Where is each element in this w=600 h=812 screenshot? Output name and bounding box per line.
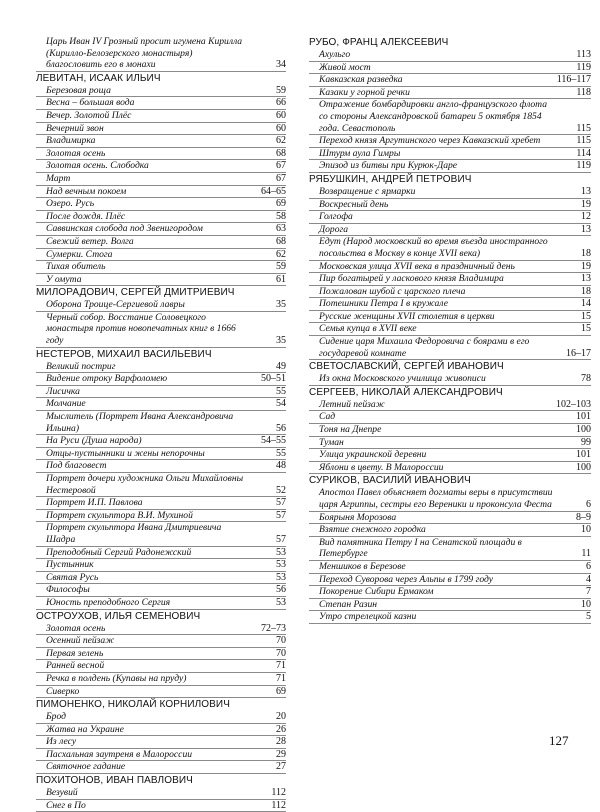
index-entry [36, 724, 286, 737]
page-reference: 13 [581, 223, 591, 235]
page-reference: 54 [276, 398, 286, 410]
index-entry [309, 424, 591, 437]
artwork-title: Сад [319, 411, 336, 423]
artwork-title: Речка в полдень (Купавы на пруду) [46, 672, 187, 684]
artist-heading: СЕРГЕЕВ, НИКОЛАЙ АЛЕКСАНДРОВИЧ [309, 386, 503, 398]
page-reference: 57 [276, 497, 286, 509]
artwork-title: Портрет И.П. Павлова [46, 497, 143, 509]
page-reference: 60 [276, 109, 286, 121]
page-reference: 28 [276, 736, 286, 748]
page-reference: 70 [276, 647, 286, 659]
page-reference: 13 [581, 185, 591, 197]
page-reference: 50–51 [261, 373, 286, 385]
page-reference: 59 [276, 84, 286, 96]
artwork-title: Штурм аула Гимры [319, 147, 401, 159]
artwork-title: Воскресный день [319, 198, 389, 210]
page-reference: 53 [276, 559, 286, 571]
artwork-title: Вечерний звон [46, 122, 104, 134]
page-reference: 69 [276, 198, 286, 210]
artwork-title: Казаки у горной речки [319, 86, 410, 98]
artist-heading: СУРИКОВ, ВАСИЛИЙ ИВАНОВИЧ [309, 475, 471, 487]
index-entry [36, 274, 286, 287]
page-reference: 115 [576, 135, 591, 147]
index-entry [36, 198, 286, 211]
index-entry [36, 435, 286, 448]
page-reference: 112 [271, 787, 286, 799]
page-number: 127 [549, 733, 569, 748]
page-reference: 8–9 [576, 511, 591, 523]
page-reference: 68 [276, 235, 286, 247]
artwork-title: Отцы-пустынники и жены непорочны [46, 447, 205, 459]
artwork-title: Ахульго [319, 49, 351, 60]
index-entry [309, 236, 591, 260]
index-entry [36, 211, 286, 224]
index-entry [309, 261, 591, 274]
page-reference: 18 [581, 247, 591, 259]
index-entry [309, 74, 591, 87]
page-reference: 102–103 [556, 398, 591, 410]
page-reference: 16–17 [566, 347, 591, 359]
page-reference: 10 [581, 598, 591, 610]
page-reference: 115 [576, 122, 591, 134]
page-reference: 119 [576, 61, 591, 73]
page-reference: 62 [276, 248, 286, 260]
artwork-title: Из лесу [46, 736, 77, 748]
index-entry [36, 236, 286, 249]
index-entry [36, 749, 286, 762]
artwork-title: Портрет скульптора В.И. Мухиной [46, 509, 193, 521]
index-entry [309, 62, 591, 75]
index-column-left [36, 36, 286, 812]
page-reference: 15 [581, 323, 591, 335]
page-reference: 56 [276, 584, 286, 596]
index-entry [36, 123, 286, 136]
page-reference: 72–73 [261, 622, 286, 634]
artwork-title: Юность преподобного Сергия [46, 596, 171, 608]
artwork-title: Портрет скульптора Ивана Дмитриевича Шадра [46, 522, 222, 545]
artwork-title: Эпизод из битвы при Курюк-Даре [319, 160, 458, 172]
index-entry [36, 522, 286, 546]
index-entry [309, 160, 591, 173]
index-entry [36, 261, 286, 274]
artist-heading: РЯБУШКИН, АНДРЕЙ ПЕТРОВИЧ [309, 173, 472, 185]
page-reference: 35 [276, 335, 286, 347]
index-entry [309, 449, 591, 462]
artwork-title: Первая зелень [46, 647, 104, 659]
index-entry [309, 399, 591, 412]
page-reference: 48 [276, 460, 286, 472]
page-reference: 57 [276, 509, 286, 521]
index-entry [36, 711, 286, 724]
page-reference: 34 [276, 59, 286, 71]
artwork-title: Улица украинской деревни [319, 449, 427, 461]
page-reference: 49 [276, 360, 286, 372]
artwork-title: Осенний пейзаж [46, 635, 115, 647]
artwork-title: После дождя. Плёс [46, 210, 126, 222]
page-reference: 71 [276, 672, 286, 684]
artwork-title: Березовая роща [46, 84, 111, 96]
page-reference: 6 [586, 560, 591, 572]
artist-heading: ЛЕВИТАН, ИСААК ИЛЬИЧ [36, 72, 161, 84]
page-reference: 54–55 [261, 435, 286, 447]
page-reference: 116–117 [556, 74, 591, 86]
page-reference: 53 [276, 596, 286, 608]
page-reference: 119 [576, 160, 591, 172]
artwork-title: Портрет дочери художника Ольги Михайловны Нестеровой [46, 473, 244, 496]
index-entry [309, 336, 591, 360]
index-entry [309, 462, 591, 475]
page-reference: 7 [586, 586, 591, 598]
index-entry [36, 386, 286, 399]
index-entry [36, 623, 286, 636]
page-reference: 56 [276, 422, 286, 434]
index-entry [309, 186, 591, 199]
artwork-title: Семья купца в XVII веке [319, 323, 417, 335]
artwork-title: Ранней весной [46, 660, 105, 672]
artwork-title: Русские женщины XVII столетия в церкви [319, 310, 495, 322]
index-entry [36, 448, 286, 461]
artwork-title: Святая Русь [46, 571, 99, 583]
index-entry [36, 648, 286, 661]
page-reference: 58 [276, 210, 286, 222]
index-entry [309, 311, 591, 324]
index-entry [36, 299, 286, 312]
artwork-title: Мыслитель (Портрет Ивана Александровича Ильина) [46, 411, 234, 434]
artist-heading: РУБО, ФРАНЦ АЛЕКСЕЕВИЧ [309, 37, 449, 48]
index-entry [309, 148, 591, 161]
page-reference: 99 [581, 436, 591, 448]
page-reference: 19 [581, 260, 591, 272]
page-reference: 57 [276, 533, 286, 545]
page-reference: 5 [586, 611, 591, 623]
index-entry [36, 572, 286, 585]
page-reference: 100 [576, 461, 591, 473]
index-entry [36, 800, 286, 812]
index-entry [309, 373, 591, 386]
page-reference: 63 [276, 223, 286, 235]
artist-heading: ОСТРОУХОВ, ИЛЬЯ СЕМЕНОВИЧ [36, 610, 201, 622]
page-reference: 59 [276, 261, 286, 273]
index-entry [36, 473, 286, 497]
page-reference: 6 [586, 499, 591, 510]
artwork-title: Дорога [319, 223, 349, 235]
index-entry [36, 36, 286, 72]
index-entry [36, 787, 286, 800]
index-entry [309, 437, 591, 450]
artwork-title: Тихая обитель [46, 261, 106, 273]
index-entry [309, 574, 591, 587]
page-reference: 29 [276, 748, 286, 760]
index-entry [309, 487, 591, 511]
artwork-title: Потешники Петра I в кружале [319, 298, 448, 310]
index-entry [309, 611, 591, 624]
index-entry [36, 497, 286, 510]
artwork-title: У омута [46, 273, 82, 285]
index-entry [309, 524, 591, 537]
artwork-title: На Руси (Душа народа) [46, 435, 142, 447]
artwork-title: Яблони в цвету. В Малороссии [319, 461, 444, 473]
artist-heading: ПОХИТОНОВ, ИВАН ПАВЛОВИЧ [36, 775, 193, 787]
page-reference: 60 [276, 122, 286, 134]
artwork-title: Царь Иван IV Грозный просит игумена Кирилла (Кирилло-Белозерского монастыря) благословить его в монахи [46, 36, 243, 71]
page-reference: 13 [581, 273, 591, 285]
artwork-title: Под благовест [46, 460, 107, 472]
index-entry [309, 87, 591, 100]
page-reference: 4 [586, 573, 591, 585]
artwork-title: Весна – большая вода [46, 97, 135, 109]
artwork-title: Московская улица XVII века в праздничный день [319, 260, 515, 272]
artwork-title: Едут (Народ московский во время въезда иностранного посольства в Москву в конце XVII века) [319, 236, 548, 259]
artwork-title: Тоня на Днепре [319, 424, 382, 436]
index-entry [309, 49, 591, 62]
artwork-title: Из окна Московского училища живописи [319, 373, 486, 385]
index-entry [36, 686, 286, 699]
page-reference: 27 [276, 761, 286, 773]
page-reference: 53 [276, 546, 286, 558]
page-reference: 112 [271, 799, 286, 811]
index-entry [309, 586, 591, 599]
index-entry [36, 85, 286, 98]
artwork-title: Черный собор. Восстание Соловецкого монастыря против новопечатных книг в 1666 году [46, 311, 236, 347]
index-entry [309, 135, 591, 148]
index-entry [36, 223, 286, 236]
page-reference: 18 [581, 285, 591, 297]
page-reference: 61 [276, 273, 286, 285]
artwork-title: Везувий [46, 787, 78, 799]
artwork-title: Видение отроку Варфоломею [46, 373, 168, 385]
page-reference: 78 [581, 373, 591, 385]
artwork-title: Золотая осень [46, 147, 106, 159]
artwork-title: Пустынник [46, 559, 94, 571]
page-reference: 113 [576, 49, 591, 60]
index-entry [36, 761, 286, 774]
index-entry [309, 411, 591, 424]
artwork-title: Боярыня Морозова [319, 511, 397, 523]
artwork-title: Владимирка [46, 135, 96, 147]
index-entry [309, 537, 591, 561]
artwork-title: Сумерки. Стога [46, 248, 113, 260]
page-reference: 118 [576, 86, 591, 98]
artwork-title: Над вечным покоем [46, 185, 127, 197]
index-entry [36, 584, 286, 597]
artwork-title: Апостол Павел объясняет догматы веры в присутствии царя Агриппы, сестры его Вереники и проконсула Феста [319, 487, 553, 510]
artwork-title: Великий постриг [46, 360, 116, 372]
index-entry [309, 323, 591, 336]
page-reference: 101 [576, 449, 591, 461]
index-entry [309, 286, 591, 299]
page-reference: 70 [276, 635, 286, 647]
page-reference: 67 [276, 160, 286, 172]
artist-heading: СВЕТОСЛАВСКИЙ, СЕРГЕЙ ИВАНОВИЧ [309, 361, 504, 373]
index-entry [36, 373, 286, 386]
artist-heading: НЕСТЕРОВ, МИХАИЛ ВАСИЛЬЕВИЧ [36, 348, 212, 360]
artwork-title: Золотая осень. Слободка [46, 160, 149, 172]
index-entry [36, 312, 286, 348]
artwork-title: Кавказская разведка [319, 74, 403, 86]
artwork-title: Преподобный Сергий Радонежский [46, 546, 192, 558]
page-reference: 101 [576, 411, 591, 423]
artwork-title: Пожалован шубой с царского плеча [319, 285, 466, 297]
index-entry [36, 660, 286, 673]
index-entry [309, 599, 591, 612]
artwork-title: Переход Суворова через Альпы в 1799 году [319, 573, 493, 585]
artwork-title: Золотая осень [46, 622, 106, 634]
artwork-title: Покорение Сибири Ермаком [319, 586, 434, 598]
artwork-title: Саввинская слобода под Звенигородом [46, 223, 203, 235]
artwork-title: Возвращение с ярмарки [319, 185, 416, 197]
artwork-title: Пасхальная заутреня в Малороссии [46, 748, 193, 760]
page-reference: 69 [276, 685, 286, 697]
index-entry [309, 512, 591, 525]
page-reference: 114 [576, 147, 591, 159]
page-reference: 67 [276, 172, 286, 184]
page-reference: 12 [581, 211, 591, 223]
index-entry [36, 559, 286, 572]
artwork-title: Степан Разин [319, 598, 378, 610]
page-reference: 53 [276, 571, 286, 583]
artwork-title: Туман [319, 436, 344, 448]
index-entry [309, 99, 591, 135]
index-entry [36, 547, 286, 560]
artwork-title: Сиверко [46, 685, 80, 697]
page-reference: 64–65 [261, 185, 286, 197]
page-reference: 35 [276, 299, 286, 311]
index-entry [36, 736, 286, 749]
page-reference: 55 [276, 447, 286, 459]
index-entry [309, 298, 591, 311]
index-entry [36, 186, 286, 199]
artwork-title: Молчание [46, 398, 86, 410]
index-entry [309, 224, 591, 237]
index-entry [36, 460, 286, 473]
artwork-title: Март [46, 172, 71, 184]
page-reference: 71 [276, 660, 286, 672]
artwork-title: Утро стрелецкой казни [319, 611, 417, 623]
index-entry [36, 398, 286, 411]
artist-heading: МИЛОРАДОВИЧ, СЕРГЕЙ ДМИТРИЕВИЧ [36, 287, 235, 299]
artwork-title: Оборона Троице-Сергиевой лавры [46, 299, 185, 311]
index-entry [36, 510, 286, 523]
page-reference: 11 [581, 548, 591, 560]
index-entry [36, 635, 286, 648]
index-entry [36, 160, 286, 173]
artwork-title: Пир богатырей у ласкового князя Владимира [319, 273, 504, 285]
page-reference: 26 [276, 723, 286, 735]
artwork-title: Лисичка [46, 385, 80, 397]
artwork-title: Взятие снежного городка [319, 524, 426, 536]
index-entry [36, 249, 286, 262]
artwork-title: Брод [46, 711, 66, 723]
page-reference: 68 [276, 147, 286, 159]
artwork-title: Святочное гадание [46, 761, 126, 773]
artwork-title: Сидение царя Михаила Федоровича с боярами в его государевой комнате [319, 336, 530, 359]
index-column-right [309, 36, 591, 624]
artwork-title: Меншиков в Березове [319, 560, 406, 572]
index-entry [36, 148, 286, 161]
page-reference: 100 [576, 424, 591, 436]
index-entry [309, 211, 591, 224]
artwork-title: Свежий ветер. Волга [46, 235, 134, 247]
artwork-title: Переход князя Аргутинского через Кавказский хребет [319, 135, 541, 147]
artwork-title: Отражение бомбардировки англо-французского флота со стороны Александровской батареи 5 октября 1854 года. Севастополь [319, 99, 548, 134]
page-reference: 15 [581, 310, 591, 322]
index-entry [309, 561, 591, 574]
artist-heading: ПИМОНЕНКО, НИКОЛАЙ КОРНИЛОВИЧ [36, 699, 230, 711]
page-reference: 19 [581, 198, 591, 210]
index-entry [36, 673, 286, 686]
page-reference: 52 [276, 484, 286, 496]
artwork-title: Озеро. Русь [46, 198, 95, 210]
artwork-title: Живой мост [319, 61, 371, 73]
index-entry [309, 273, 591, 286]
index-entry [36, 597, 286, 610]
artwork-title: Голгофа [319, 211, 353, 223]
artwork-title: Жатва на Украине [46, 723, 124, 735]
page-reference: 66 [276, 97, 286, 109]
artwork-title: Снег в По [46, 799, 86, 811]
page-reference: 20 [276, 711, 286, 723]
index-entry [309, 199, 591, 212]
index-entry [36, 173, 286, 186]
artwork-title: Философы [46, 584, 90, 596]
index-entry [36, 411, 286, 435]
page-reference: 10 [581, 524, 591, 536]
index-entry [36, 361, 286, 374]
page-reference: 62 [276, 135, 286, 147]
artwork-title: Вид памятника Петру I на Сенатской площади в Петербурге [319, 536, 522, 560]
index-entry [36, 97, 286, 110]
index-entry [36, 135, 286, 148]
artwork-title: Летний пейзаж [319, 398, 385, 410]
page-reference: 55 [276, 385, 286, 397]
artwork-title: Вечер. Золотой Плёс [46, 109, 132, 121]
page-reference: 14 [581, 298, 591, 310]
index-entry [36, 110, 286, 123]
